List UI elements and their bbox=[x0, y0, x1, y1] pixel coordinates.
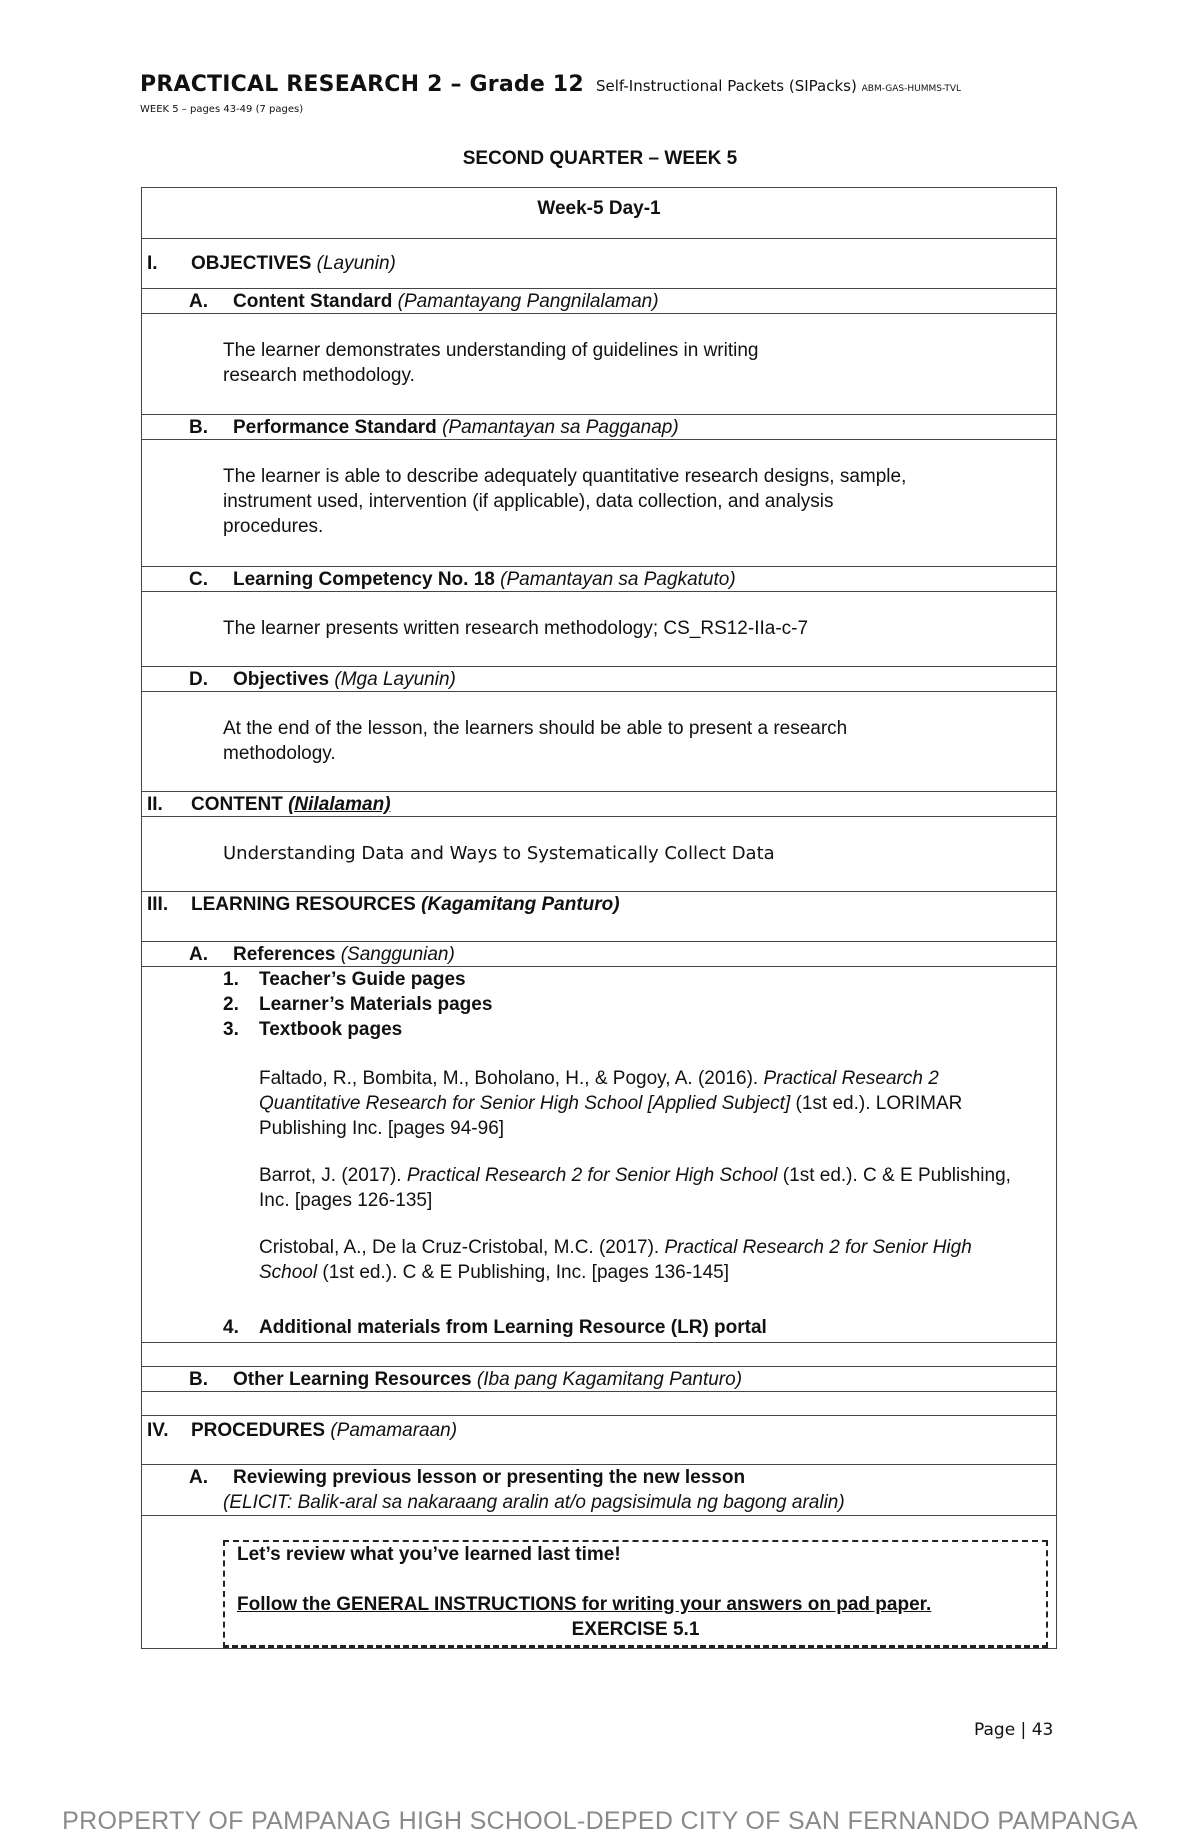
exercise-title: EXERCISE 5.1 bbox=[571, 1619, 700, 1640]
objectives-label: OBJECTIVES bbox=[191, 253, 312, 274]
performance-standard-num: B. bbox=[189, 417, 208, 438]
citation-authors: Faltado, R., Bombita, M., Boholano, H., & Pogoy, A. (2016). bbox=[259, 1068, 764, 1089]
performance-standard-body bbox=[142, 440, 1056, 567]
citation bbox=[259, 1163, 1028, 1213]
citation-publisher: (1st ed.). LORIMAR Publishing Inc. [pages 94-96] bbox=[259, 1093, 963, 1139]
lesson-table bbox=[141, 187, 1057, 1649]
references-label: References bbox=[233, 944, 336, 965]
lesson-objectives-label: Objectives bbox=[233, 669, 330, 690]
reviewing-label: Reviewing previous lesson or presenting the new lesson bbox=[233, 1467, 746, 1488]
learning-competency-num: C. bbox=[189, 569, 208, 590]
list-item bbox=[223, 967, 1056, 992]
reviewing-heading bbox=[142, 1465, 1056, 1516]
content-standard-num: A. bbox=[189, 291, 208, 312]
references-num: A. bbox=[189, 944, 208, 965]
learning-competency-body bbox=[142, 592, 1056, 667]
content-num: II. bbox=[147, 794, 163, 815]
citation-publisher: (1st ed.). C & E Publishing, Inc. [pages 126-135] bbox=[259, 1165, 1011, 1211]
list-item-label: Learner’s Materials pages bbox=[259, 994, 493, 1015]
other-resources-heading bbox=[142, 1367, 1056, 1392]
list-item-label: Textbook pages bbox=[259, 1019, 403, 1040]
performance-standard-text: The learner is able to describe adequately quantitative research designs, sample, instrument used, intervention (if applicable), data collection, and analysis procedures. bbox=[223, 466, 907, 537]
reviewing-num: A. bbox=[189, 1467, 208, 1488]
content-text: Understanding Data and Ways to Systematically Collect Data bbox=[223, 843, 775, 864]
other-resources-tl: (Iba pang Kagamitang Panturo) bbox=[476, 1369, 743, 1390]
performance-standard-tl: (Pamantayan sa Pagganap) bbox=[442, 417, 679, 438]
procedures-heading bbox=[142, 1416, 1056, 1465]
exercise-box bbox=[223, 1540, 1048, 1648]
quarter-title: SECOND QUARTER – WEEK 5 bbox=[462, 148, 738, 169]
references-body bbox=[142, 967, 1056, 1343]
day-heading: Week-5 Day-1 bbox=[537, 198, 661, 219]
content-body bbox=[142, 817, 1056, 892]
references-tl: (Sanggunian) bbox=[340, 944, 455, 965]
learning-competency-text: The learner presents written research methodology; CS_RS12-IIa-c-7 bbox=[223, 618, 809, 639]
list-item bbox=[223, 992, 1056, 1017]
objectives-row bbox=[142, 239, 1056, 289]
footer-watermark: PROPERTY OF PAMPANAG HIGH SCHOOL-DEPED CITY OF SAN FERNANDO PAMPANGA bbox=[62, 1807, 1138, 1835]
document-subtitle: WEEK 5 – pages 43-49 (7 pages) bbox=[140, 104, 304, 115]
other-resources-body bbox=[142, 1392, 1056, 1416]
citation bbox=[259, 1066, 1028, 1141]
content-standard-label: Content Standard bbox=[233, 291, 393, 312]
citation-publisher: (1st ed.). C & E Publishing, Inc. [pages 136-145] bbox=[317, 1262, 730, 1283]
lesson-objectives-tl: (Mga Layunin) bbox=[334, 669, 456, 690]
performance-standard-label: Performance Standard bbox=[233, 417, 437, 438]
lesson-objectives-num: D. bbox=[189, 669, 208, 690]
content-heading bbox=[142, 792, 1056, 817]
learning-resources-tl: (Kagamitang Panturo) bbox=[421, 894, 620, 915]
content-standard-text: The learner demonstrates understanding of guidelines in writing research methodology. bbox=[223, 340, 759, 386]
learning-competency-label: Learning Competency No. 18 bbox=[233, 569, 495, 590]
page-number: Page | 43 bbox=[974, 1720, 1054, 1740]
exercise-row bbox=[142, 1516, 1056, 1648]
packet-name: Self-Instructional Packets (SIPacks) bbox=[596, 77, 857, 95]
list-item-num: 3. bbox=[223, 1019, 239, 1040]
reviewing-tl: (ELICIT: Balik-aral sa nakaraang aralin at/o pagsisimula ng bagong aralin) bbox=[223, 1492, 845, 1513]
procedures-num: IV. bbox=[147, 1420, 169, 1441]
citation-authors: Cristobal, A., De la Cruz-Cristobal, M.C. (2017). bbox=[259, 1237, 665, 1258]
learning-resources-heading bbox=[142, 892, 1056, 942]
learning-competency-heading bbox=[142, 567, 1056, 592]
citation-title: Practical Research 2 Quantitative Research for Senior High School [Applied Subject] bbox=[259, 1068, 939, 1114]
other-resources-num: B. bbox=[189, 1369, 208, 1390]
additional-materials bbox=[142, 1315, 767, 1340]
performance-standard-heading bbox=[142, 415, 1056, 440]
citation-title: Practical Research 2 for Senior High School bbox=[259, 1237, 972, 1283]
packet-label bbox=[596, 77, 961, 95]
procedures-label: PROCEDURES bbox=[191, 1420, 326, 1441]
list-item-num: 1. bbox=[223, 969, 239, 990]
references-heading bbox=[142, 942, 1056, 967]
additional-label: Additional materials from Learning Resource (LR) portal bbox=[259, 1317, 767, 1338]
citation-authors: Barrot, J. (2017). bbox=[259, 1165, 407, 1186]
spacer-row bbox=[142, 1343, 1056, 1367]
content-standard-tl: (Pamantayang Pangnilalaman) bbox=[397, 291, 659, 312]
citation-title: Practical Research 2 for Senior High School bbox=[406, 1165, 778, 1186]
references-list bbox=[142, 967, 1056, 1042]
learning-competency-tl: (Pamantayan sa Pagkatuto) bbox=[500, 569, 736, 590]
lesson-objectives-heading bbox=[142, 667, 1056, 692]
strands-label: ABM-GAS-HUMMS-TVL bbox=[861, 84, 962, 94]
objectives-tl: (Layunin) bbox=[316, 253, 396, 274]
other-resources-label: Other Learning Resources bbox=[233, 1369, 472, 1390]
review-prompt: Let’s review what you’ve learned last time! bbox=[237, 1544, 621, 1565]
objectives-num: I. bbox=[147, 253, 158, 274]
instructions-line: Follow the GENERAL INSTRUCTIONS for writing your answers on pad paper. bbox=[237, 1594, 932, 1615]
day-heading-row bbox=[142, 188, 1056, 239]
content-standard-body bbox=[142, 314, 1056, 415]
list-item-label: Teacher’s Guide pages bbox=[259, 969, 466, 990]
additional-num: 4. bbox=[223, 1317, 239, 1338]
content-label: CONTENT bbox=[191, 794, 283, 815]
citations bbox=[142, 1042, 1056, 1285]
list-item bbox=[223, 1017, 1056, 1042]
lesson-objectives-text: At the end of the lesson, the learners should be able to present a research methodology. bbox=[223, 718, 848, 764]
learning-resources-label: LEARNING RESOURCES bbox=[191, 894, 416, 915]
content-tl: (Nilalaman) bbox=[288, 794, 391, 815]
procedures-tl: (Pamamaraan) bbox=[330, 1420, 458, 1441]
citation bbox=[259, 1235, 1028, 1285]
content-standard-heading bbox=[142, 289, 1056, 314]
lesson-objectives-body bbox=[142, 692, 1056, 792]
list-item-num: 2. bbox=[223, 994, 239, 1015]
learning-resources-num: III. bbox=[147, 894, 169, 915]
document-title: PRACTICAL RESEARCH 2 – Grade 12 bbox=[140, 72, 584, 97]
